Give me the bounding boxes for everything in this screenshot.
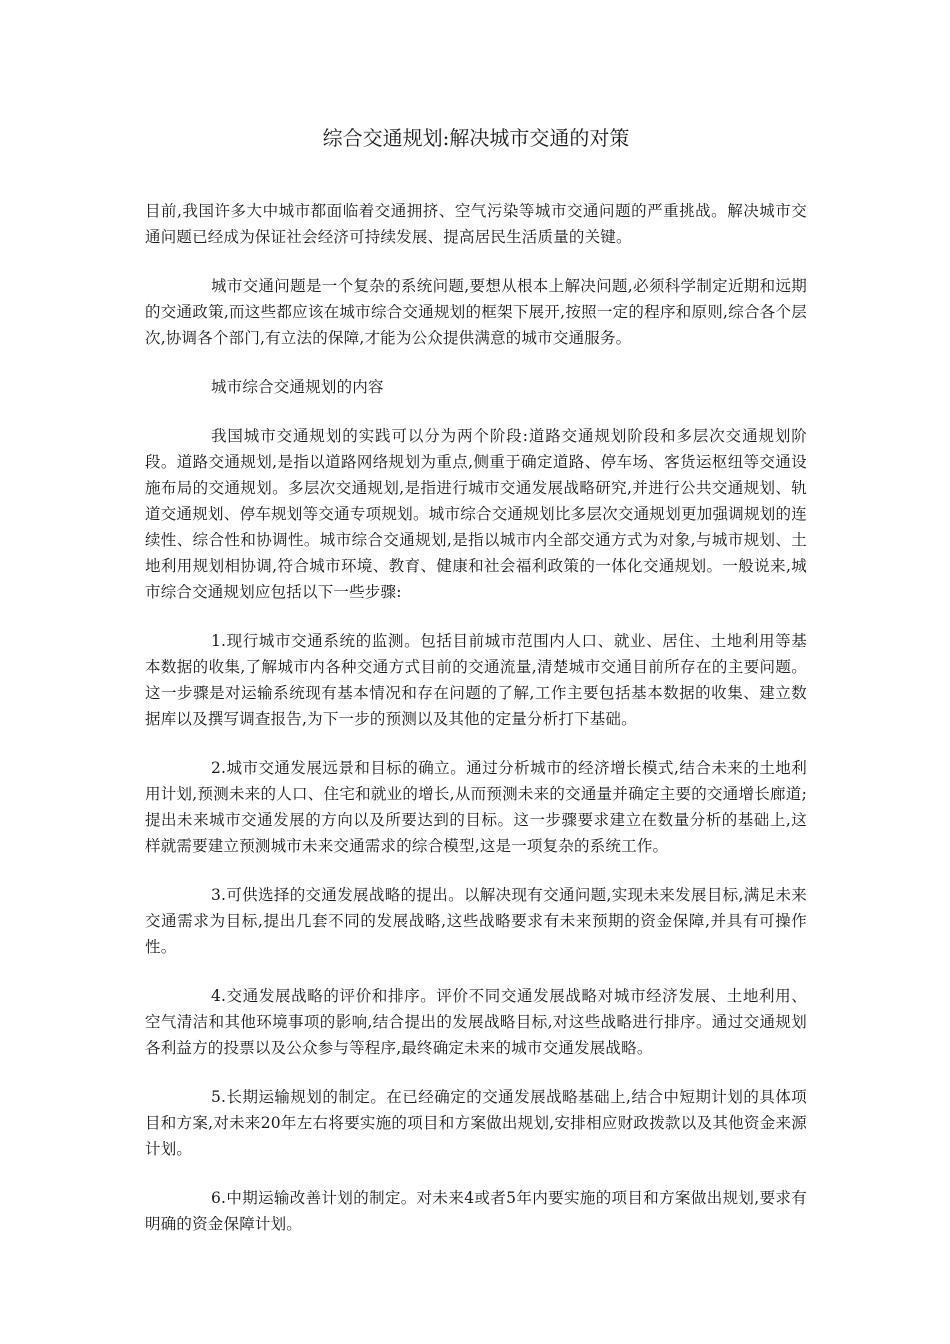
- step-1-paragraph: 1.现行城市交通系统的监测。包括目前城市范围内人口、就业、居住、土地利用等基本数据的收集,了解城市内各种交通方式目前的交通流量,清楚城市交通目前所存在的主要问题。这一步骤是对运输系统现有基本情况和存在问题的了解,工作主要包括基本数据的收集、建立数据库以及撰写调查报告,为下一步的预测以及其他的定量分析打下基础。: [145, 632, 807, 728]
- step-5-paragraph: 5.长期运输规划的制定。在已经确定的交通发展战略基础上,结合中短期计划的具体项目和方案,对未来20年左右将要实施的项目和方案做出规划,安排相应财政拨款以及其他资金来源计划。: [145, 1088, 807, 1158]
- document-title: 综合交通规划:解决城市交通的对策: [322, 126, 630, 150]
- step-3-paragraph: 3.可供选择的交通发展战略的提出。以解决现有交通问题,实现未来发展目标,满足未来交通需求为目标,提出几套不同的发展战略,这些战略要求有未来预期的资金保障,并具有可操作性。: [145, 886, 807, 956]
- section-heading: 城市综合交通规划的内容: [211, 378, 384, 396]
- step-2-paragraph: 2.城市交通发展远景和目标的确立。通过分析城市的经济增长模式,结合未来的土地利用计划,预测未来的人口、住宅和就业的增长,从而预测未来的交通量并确定主要的交通增长廊道;提出未来城市交通发展的方向以及所要达到的目标。这一步骤要求建立在数量分析的基础上,这样就需要建立预测城市未来交通需求的综合模型,这是一项复杂的系统工作。: [145, 759, 807, 855]
- paragraph: 我国城市交通规划的实践可以分为两个阶段:道路交通规划阶段和多层次交通规划阶段。道路交通规划,是指以道路网络规划为重点,侧重于确定道路、停车场、客货运枢纽等交通设施布局的交通规划。多层次交通规划,是指进行城市交通发展战略研究,并进行公共交通规划、轨道交通规划、停车规划等交通专项规划。城市综合交通规划比多层次交通规划更加强调规划的连续性、综合性和协调性。城市综合交通规划,是指以城市内全部交通方式为对象,与城市规划、土地利用规划相协调,符合城市环境、教育、健康和社会福利政策的一体化交通规划。一般说来,城市综合交通规划应包括以下一些步骤:: [145, 427, 807, 601]
- paragraph: 城市交通问题是一个复杂的系统问题,要想从根本上解决问题,必须科学制定近期和远期的交通政策,而这些都应该在城市综合交通规划的框架下展开,按照一定的程序和原则,综合各个层次,协调各个部门,有立法的保障,才能为公众提供满意的城市交通服务。: [145, 277, 807, 347]
- paragraph-intro: 目前,我国许多大中城市都面临着交通拥挤、空气污染等城市交通问题的严重挑战。解决城市交通问题已经成为保证社会经济可持续发展、提高居民生活质量的关键。: [145, 202, 807, 246]
- step-6-paragraph: 6.中期运输改善计划的制定。对未来4或者5年内要实施的项目和方案做出规划,要求有明确的资金保障计划。: [145, 1189, 807, 1233]
- step-4-paragraph: 4.交通发展战略的评价和排序。评价不同交通发展战略对城市经济发展、土地利用、空气清洁和其他环境事项的影响,结合提出的发展战略目标,对这些战略进行排序。通过交通规划各利益方的投票以及公众参与等程序,最终确定未来的城市交通发展战略。: [145, 987, 807, 1057]
- document-page: [145, 122, 807, 1260]
